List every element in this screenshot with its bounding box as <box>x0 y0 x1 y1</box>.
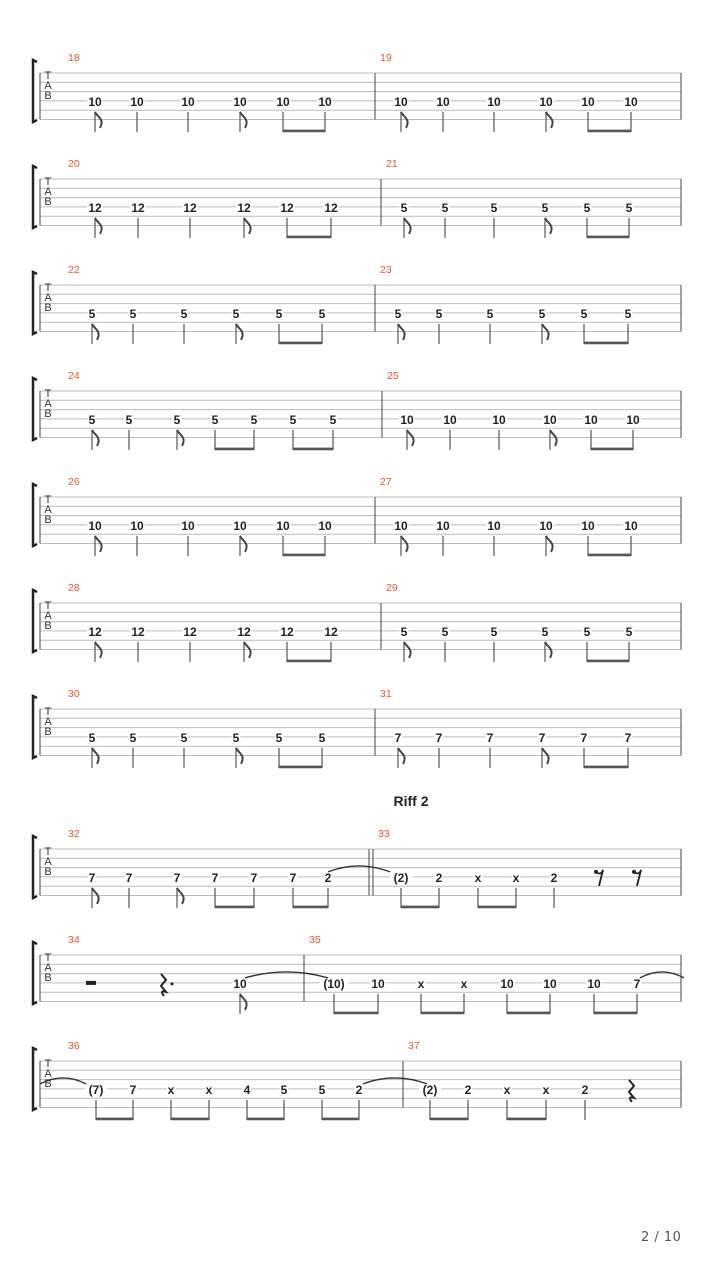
fret-number: 7 <box>435 730 443 745</box>
staff-system <box>33 52 681 132</box>
tab-clef-letter: B <box>44 302 52 314</box>
measure-number: 27 <box>380 476 392 488</box>
fret-number: 7 <box>88 870 96 885</box>
fret-number: 12 <box>237 624 251 639</box>
measure-number: 30 <box>68 688 80 700</box>
fret-number: 10 <box>318 94 332 109</box>
fret-number: 5 <box>435 306 443 321</box>
tab-clef-letter: A <box>44 292 52 304</box>
fret-number: 7 <box>289 870 297 885</box>
fret-number: 7 <box>633 976 641 991</box>
fret-number: 7 <box>624 730 632 745</box>
fret-number: 2 <box>324 870 332 885</box>
fret-number: 10 <box>624 94 638 109</box>
measure-number: 36 <box>68 1040 80 1052</box>
tab-clef-letter: B <box>44 620 52 632</box>
tie-arc <box>363 1078 427 1084</box>
fret-number: 2 <box>464 1082 472 1097</box>
fret-number: 10 <box>436 94 450 109</box>
fret-number: 5 <box>88 730 96 745</box>
measure-number: 25 <box>387 370 399 382</box>
fret-number: 5 <box>394 306 402 321</box>
fret-number: 2 <box>550 870 558 885</box>
fret-number: 10 <box>88 518 102 533</box>
tab-clef-letter: B <box>44 90 52 102</box>
fret-number: 5 <box>541 200 549 215</box>
fret-number: 5 <box>232 306 240 321</box>
fret-number: 5 <box>318 730 326 745</box>
staff-system <box>33 476 681 556</box>
tab-clef-letter: A <box>44 80 52 92</box>
tab-clef-letter: T <box>44 70 52 82</box>
system-bracket <box>33 590 37 652</box>
page-number: 2 / 10 <box>641 1230 682 1245</box>
fret-number: 12 <box>88 624 102 639</box>
fret-number: 10 <box>624 518 638 533</box>
tab-clef-letter: T <box>44 1058 52 1070</box>
fret-number: 5 <box>211 412 219 427</box>
fret-number: 10 <box>233 518 247 533</box>
fret-number: 10 <box>581 94 595 109</box>
staff-system <box>33 264 681 344</box>
fret-number: 2 <box>435 870 443 885</box>
tab-clef-letter: T <box>44 706 52 718</box>
measure-number: 24 <box>68 370 80 382</box>
measure-number: 19 <box>380 52 392 64</box>
tab-clef-letter: A <box>44 186 52 198</box>
fret-number: 10 <box>130 94 144 109</box>
fret-number: 7 <box>580 730 588 745</box>
fret-number: (10) <box>323 976 345 991</box>
staff-system <box>33 688 681 768</box>
tab-clef-letter: B <box>44 866 52 878</box>
fret-number: 10 <box>443 412 457 427</box>
system-bracket <box>33 484 37 546</box>
fret-number: 5 <box>280 1082 288 1097</box>
measure-number: 22 <box>68 264 80 276</box>
tab-clef-letter: T <box>44 176 52 188</box>
staff-system <box>33 1040 681 1120</box>
staff-system <box>33 934 684 1014</box>
system-bracket <box>33 696 37 758</box>
fret-number: 5 <box>88 412 96 427</box>
fret-number: 10 <box>543 412 557 427</box>
fret-number: 5 <box>490 200 498 215</box>
tab-clef-letter: A <box>44 1068 52 1080</box>
fret-number: 10 <box>500 976 514 991</box>
tab-clef-letter: A <box>44 716 52 728</box>
fret-number: 10 <box>581 518 595 533</box>
fret-number: x <box>542 1082 550 1097</box>
fret-number: x <box>167 1082 175 1097</box>
fret-number: x <box>474 870 482 885</box>
fret-number: 4 <box>243 1082 251 1097</box>
tab-clef-letter: T <box>44 282 52 294</box>
fret-number: 10 <box>318 518 332 533</box>
fret-number: 5 <box>289 412 297 427</box>
fret-number: 5 <box>129 306 137 321</box>
rest-dot-head <box>632 870 636 874</box>
tab-clef-letter: B <box>44 514 52 526</box>
measure-number: 26 <box>68 476 80 488</box>
fret-number: 5 <box>441 624 449 639</box>
fret-number: 12 <box>131 200 145 215</box>
fret-number: x <box>512 870 520 885</box>
fret-number: 10 <box>543 976 557 991</box>
fret-number: 10 <box>276 518 290 533</box>
fret-number: 12 <box>280 624 294 639</box>
fret-number: 5 <box>232 730 240 745</box>
system-bracket <box>33 60 37 122</box>
fret-number: 5 <box>329 412 337 427</box>
tab-clef-letter: T <box>44 494 52 506</box>
fret-number: 5 <box>173 412 181 427</box>
measure-number: 31 <box>380 688 392 700</box>
fret-number: 10 <box>394 94 408 109</box>
fret-number: 12 <box>237 200 251 215</box>
system-bracket <box>33 836 37 898</box>
measure-number: 32 <box>68 828 80 840</box>
fret-number: 5 <box>625 624 633 639</box>
fret-number: 10 <box>88 94 102 109</box>
fret-number: 10 <box>394 518 408 533</box>
fret-number: 7 <box>211 870 219 885</box>
fret-number: 10 <box>626 412 640 427</box>
measure-number: 18 <box>68 52 80 64</box>
tab-clef-letter: T <box>44 846 52 858</box>
staff-system <box>33 582 681 662</box>
tab-clef-letter: A <box>44 610 52 622</box>
tab-clef-letter: A <box>44 398 52 410</box>
system-bracket <box>33 378 37 440</box>
fret-number: 12 <box>324 200 338 215</box>
fret-number: 5 <box>625 200 633 215</box>
tie-arc <box>640 972 684 978</box>
system-bracket <box>33 942 37 1004</box>
fret-number: 5 <box>541 624 549 639</box>
system-bracket <box>33 272 37 334</box>
fret-number: x <box>503 1082 511 1097</box>
tab-clef-letter: B <box>44 1078 52 1090</box>
staff-system <box>33 158 681 238</box>
fret-number: 5 <box>180 730 188 745</box>
fret-number: 10 <box>436 518 450 533</box>
rest-dot-head <box>594 870 598 874</box>
fret-number: 10 <box>487 94 501 109</box>
fret-number: 12 <box>88 200 102 215</box>
tab-clef-letter: A <box>44 504 52 516</box>
fret-number: 5 <box>129 730 137 745</box>
fret-number: 5 <box>275 730 283 745</box>
tab-clef-letter: A <box>44 962 52 974</box>
fret-number: (7) <box>88 1082 104 1097</box>
fret-number: 5 <box>125 412 133 427</box>
measure-number: 28 <box>68 582 80 594</box>
fret-number: 5 <box>400 200 408 215</box>
fret-number: 10 <box>492 412 506 427</box>
fret-number: x <box>417 976 425 991</box>
fret-number: 2 <box>581 1082 589 1097</box>
fret-number: x <box>460 976 468 991</box>
section-label: Riff 2 <box>393 793 429 809</box>
fret-number: 5 <box>486 306 494 321</box>
fret-number: 5 <box>180 306 188 321</box>
fret-number: 12 <box>183 200 197 215</box>
fret-number: 10 <box>539 518 553 533</box>
fret-number: 7 <box>129 1082 137 1097</box>
fret-number: 10 <box>233 976 247 991</box>
fret-number: 5 <box>583 624 591 639</box>
fret-number: 10 <box>584 412 598 427</box>
fret-number: 10 <box>276 94 290 109</box>
fret-number: 5 <box>318 1082 326 1097</box>
fret-number: 10 <box>400 412 414 427</box>
fret-number: 5 <box>88 306 96 321</box>
fret-number: 7 <box>250 870 258 885</box>
measure-number: 35 <box>309 934 321 946</box>
fret-number: 5 <box>583 200 591 215</box>
measure-number: 23 <box>380 264 392 276</box>
fret-number: 12 <box>324 624 338 639</box>
fret-number: 5 <box>441 200 449 215</box>
tab-clef-letter: T <box>44 600 52 612</box>
fret-number: 12 <box>183 624 197 639</box>
fret-number: 10 <box>587 976 601 991</box>
tie-arc <box>245 972 328 978</box>
fret-number: 5 <box>250 412 258 427</box>
fret-number: 7 <box>486 730 494 745</box>
fret-number: 12 <box>131 624 145 639</box>
fret-number: 5 <box>538 306 546 321</box>
tab-clef-letter: B <box>44 408 52 420</box>
fret-number: (2) <box>422 1082 438 1097</box>
tab-clef-letter: B <box>44 972 52 984</box>
measure-number: 33 <box>378 828 390 840</box>
fret-number: 12 <box>280 200 294 215</box>
tab-clef-letter: A <box>44 856 52 868</box>
fret-number: 7 <box>394 730 402 745</box>
tab-clef-letter: T <box>44 388 52 400</box>
fret-number: 7 <box>173 870 181 885</box>
fret-number: 7 <box>538 730 546 745</box>
tie-arc <box>328 866 390 872</box>
fret-number: 10 <box>539 94 553 109</box>
measure-number: 20 <box>68 158 80 170</box>
fret-number: 5 <box>580 306 588 321</box>
fret-number: x <box>205 1082 213 1097</box>
fret-number: 10 <box>371 976 385 991</box>
fret-number: 5 <box>275 306 283 321</box>
fret-number: 5 <box>318 306 326 321</box>
staff-system <box>33 370 681 450</box>
measure-number: 34 <box>68 934 80 946</box>
fret-number: 5 <box>400 624 408 639</box>
measure-number: 29 <box>386 582 398 594</box>
system-bracket <box>33 166 37 228</box>
fret-number: 10 <box>130 518 144 533</box>
fret-number: 7 <box>125 870 133 885</box>
tab-clef-letter: B <box>44 196 52 208</box>
system-bracket <box>33 1048 37 1110</box>
fret-number: 10 <box>487 518 501 533</box>
fret-number: 5 <box>624 306 632 321</box>
fret-number: (2) <box>393 870 409 885</box>
rest-dot <box>171 982 174 985</box>
fret-number: 5 <box>490 624 498 639</box>
fret-number: 2 <box>355 1082 363 1097</box>
fret-number: 10 <box>233 94 247 109</box>
measure-number: 21 <box>386 158 398 170</box>
measure-number: 37 <box>408 1040 420 1052</box>
tab-clef-letter: T <box>44 952 52 964</box>
tab-clef-letter: B <box>44 726 52 738</box>
half-rest <box>86 981 96 985</box>
staff-system <box>33 793 681 908</box>
fret-number: 10 <box>181 518 195 533</box>
fret-number: 10 <box>181 94 195 109</box>
